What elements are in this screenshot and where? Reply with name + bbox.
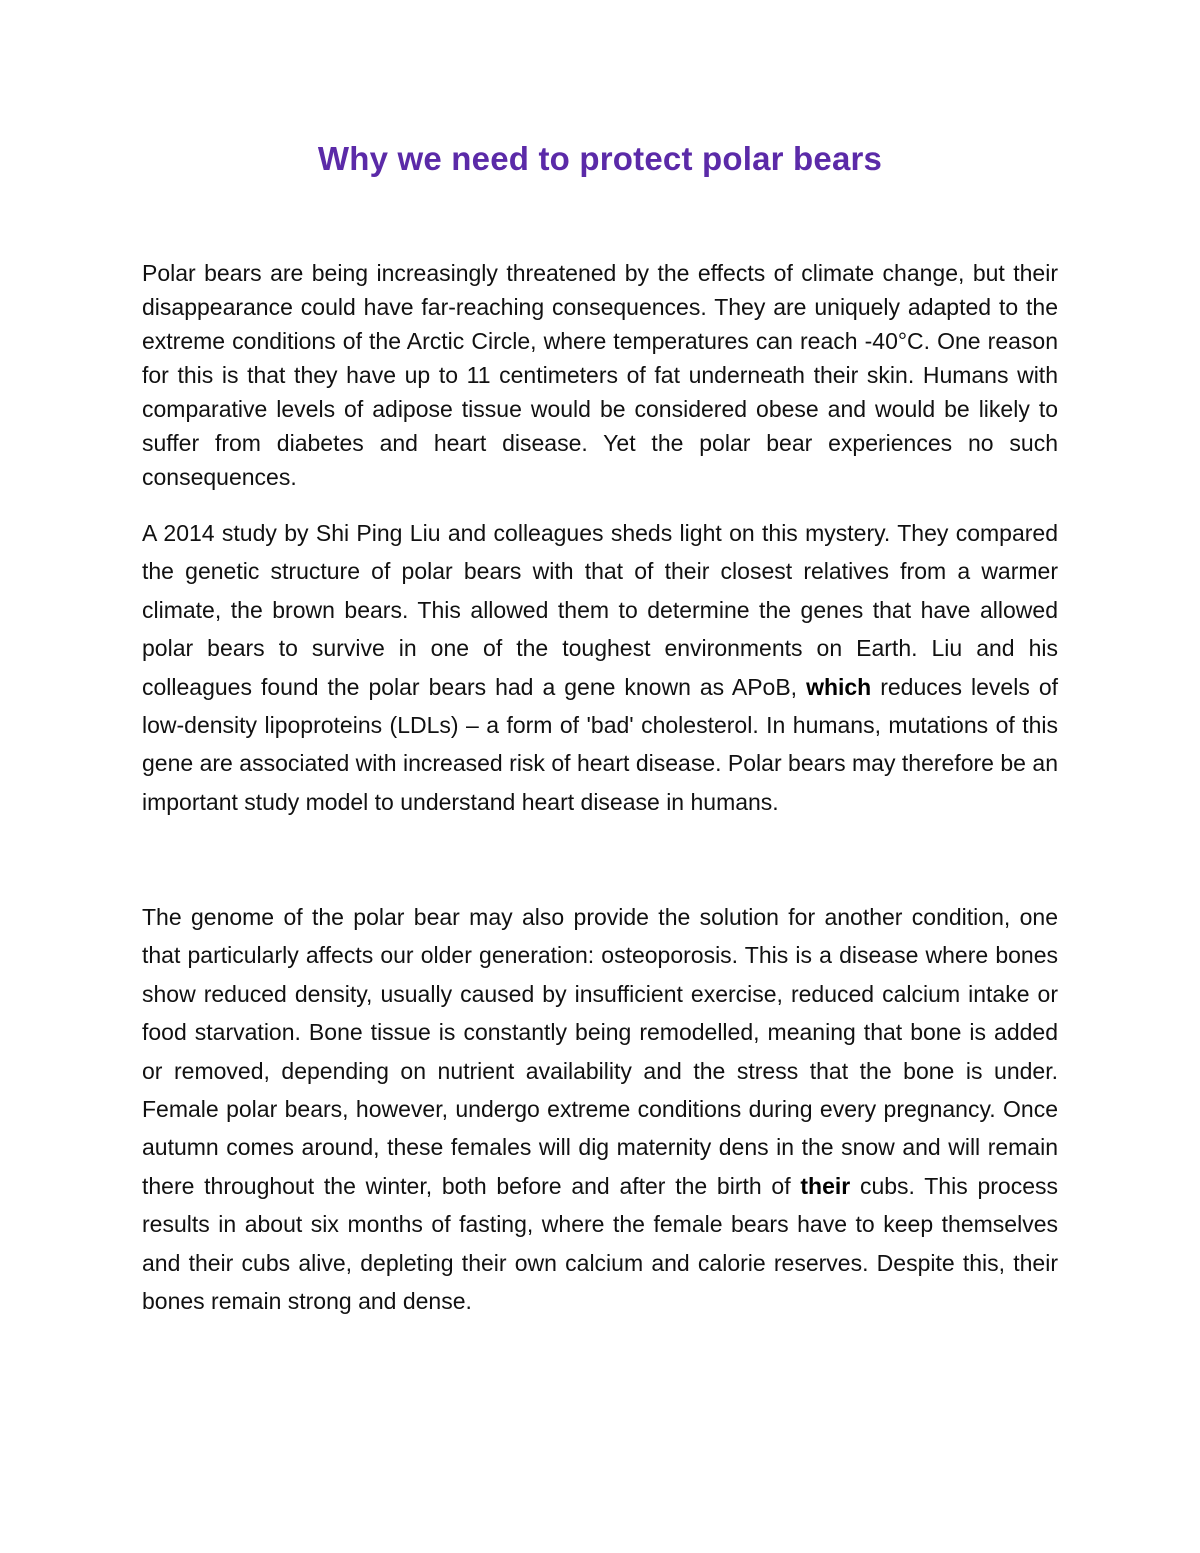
paragraph-liu-study [142,514,1058,821]
paragraph-text: reduces levels of low-density lipoproteins (LDLs) – a form of 'bad' cholesterol. In humans, mutations of this gene are associated with increased risk of heart disease. Polar bears may therefore be an important study model to understand heart disease in humans. [142,673,1058,815]
paragraph-text: A 2014 study by Shi Ping Liu and colleagues sheds light on this mystery. They compared the genetic structure of polar bears with that of their closest relatives from a warmer climate, the brown bears. This allowed them to determine the genes that have allowed polar bears to survive in one of the toughest environments on Earth. Liu and his colleagues found the polar bears had a gene known as APoB, [142,520,1058,700]
paragraph-climate-threat [142,256,1058,494]
bold-word: their [800,1172,851,1199]
bold-word: which [806,673,872,700]
paragraph-text: cubs. This process results in about six months of fasting, where the female bears have to keep themselves and their cubs alive, depleting their own calcium and calorie reserves. Despite this, their bones remain strong and dense. [142,1172,1058,1315]
paragraph-text: The genome of the polar bear may also provide the solution for another condition, one that particularly affects our older generation: osteoporosis. This is a disease where bones show reduced density, usually caused by insufficient exercise, reduced calcium intake or food starvation. Bone tissue is constantly being remodelled, meaning that bone is added or removed, depending on nutrient availability and the stress that the bone is under. Female polar bears, however, undergo extreme conditions during every pregnancy. Once autumn comes around, these females will dig maternity dens in the snow and will remain there throughout the winter, both before and after the birth of [142,904,1058,1199]
paragraph-osteoporosis [142,898,1058,1320]
paragraph-text: Polar bears are being increasingly threatened by the effects of climate change, but their disappearance could have far-reaching consequences. They are uniquely adapted to the extreme conditions of the Arctic Circle, where temperatures can reach -40°C. One reason for this is that they have up to 11 centimeters of fat underneath their skin. Humans with comparative levels of adipose tissue would be considered obese and would be likely to suffer from diabetes and heart disease. Yet the polar bear experiences no such consequences. [142,260,1058,490]
document-title: Why we need to protect polar bears [317,140,883,177]
